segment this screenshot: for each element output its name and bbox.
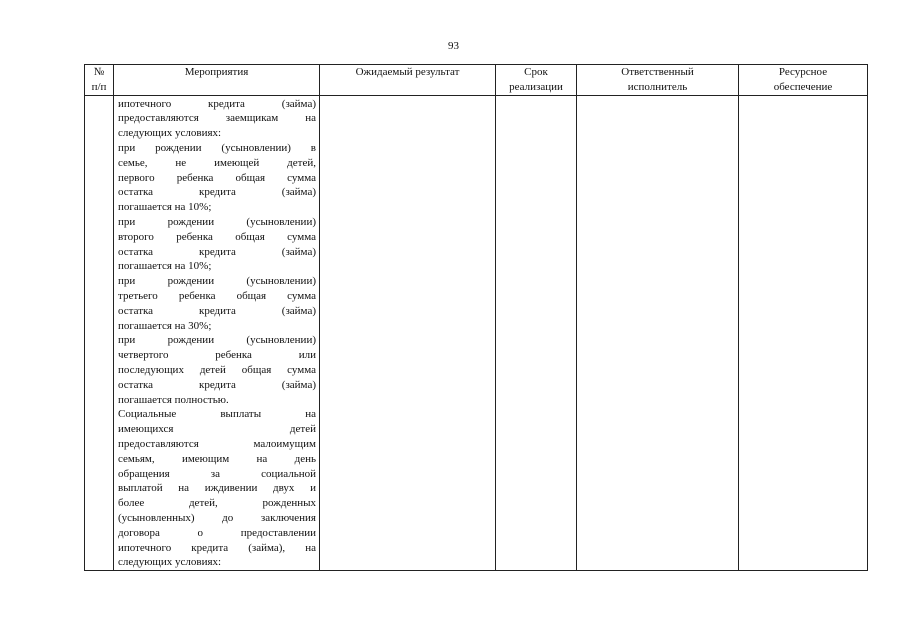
event-line: обращения за социальной — [118, 467, 316, 480]
event-line: при рождении (усыновлении) в — [118, 141, 316, 154]
header-num-line-2: п/п — [91, 80, 107, 93]
event-line: предоставляются заемщикам на — [118, 112, 316, 125]
event-line: последующих детей общая сумма — [118, 363, 316, 376]
cell-resources — [739, 95, 868, 571]
event-line: при рождении (усыновлении) — [118, 275, 316, 288]
cell-responsible — [577, 95, 739, 571]
event-line: первого ребенка общая сумма — [118, 171, 316, 184]
header-result — [320, 65, 496, 96]
event-line: ипотечного кредита (займа) — [118, 97, 316, 110]
event-line: семье, не имеющей детей, — [118, 156, 316, 169]
event-line: погашается полностью. — [118, 393, 229, 406]
event-line: выплатой на иждивении двух и — [118, 482, 316, 495]
header-event-label: Мероприятия — [184, 66, 249, 78]
header-num — [85, 65, 114, 96]
event-line: остатка кредита (займа) — [118, 304, 316, 317]
header-term-line-2: реализации — [509, 80, 563, 93]
event-line: более детей, рожденных — [118, 497, 316, 510]
header-responsible — [577, 65, 739, 96]
page-number: 93 — [448, 40, 459, 52]
cell-num — [85, 95, 114, 571]
event-line: (усыновленных) до заключения — [118, 511, 316, 524]
event-line: договора о предоставлении — [118, 526, 316, 539]
event-line: остатка кредита (займа) — [118, 186, 316, 199]
header-responsible-line-2: исполнитель — [627, 80, 688, 93]
header-term-line-1: Срок — [524, 66, 548, 78]
header-term — [496, 65, 577, 96]
event-line: предоставляются малоимущим — [118, 437, 316, 450]
event-line: ипотечного кредита (займа), на — [118, 541, 316, 554]
event-line: четвертого ребенка или — [118, 349, 316, 362]
cell-term — [496, 95, 577, 571]
plan-table — [84, 64, 868, 571]
cell-event — [114, 95, 320, 571]
header-responsible-line-1: Ответственный — [621, 66, 694, 78]
event-line: погашается на 30%; — [118, 319, 212, 332]
event-line: погашается на 10%; — [118, 201, 212, 214]
event-line: при рождении (усыновлении) — [118, 334, 316, 347]
event-line: третьего ребенка общая сумма — [118, 289, 316, 302]
header-resources-line-2: обеспечение — [773, 80, 833, 93]
header-num-line-1: № — [93, 66, 105, 78]
event-line: семьям, имеющим на день — [118, 452, 316, 465]
header-row — [85, 65, 868, 96]
header-result-label: Ожидаемый результат — [355, 66, 460, 78]
header-event — [114, 65, 320, 96]
event-line: погашается на 10%; — [118, 260, 212, 273]
cell-result — [320, 95, 496, 571]
event-line: при рождении (усыновлении) — [118, 215, 316, 228]
event-text — [114, 96, 319, 571]
table-row — [85, 95, 868, 571]
event-line: остатка кредита (займа) — [118, 378, 316, 391]
header-resources — [739, 65, 868, 96]
event-line: следующих условиях: — [118, 556, 222, 569]
header-resources-line-1: Ресурсное — [778, 66, 828, 78]
event-line: следующих условиях: — [118, 127, 222, 140]
event-line: остатка кредита (займа) — [118, 245, 316, 258]
event-line: второго ребенка общая сумма — [118, 230, 316, 243]
event-line: имеющихся детей — [118, 423, 316, 436]
event-line: Социальные выплаты на — [118, 408, 316, 421]
